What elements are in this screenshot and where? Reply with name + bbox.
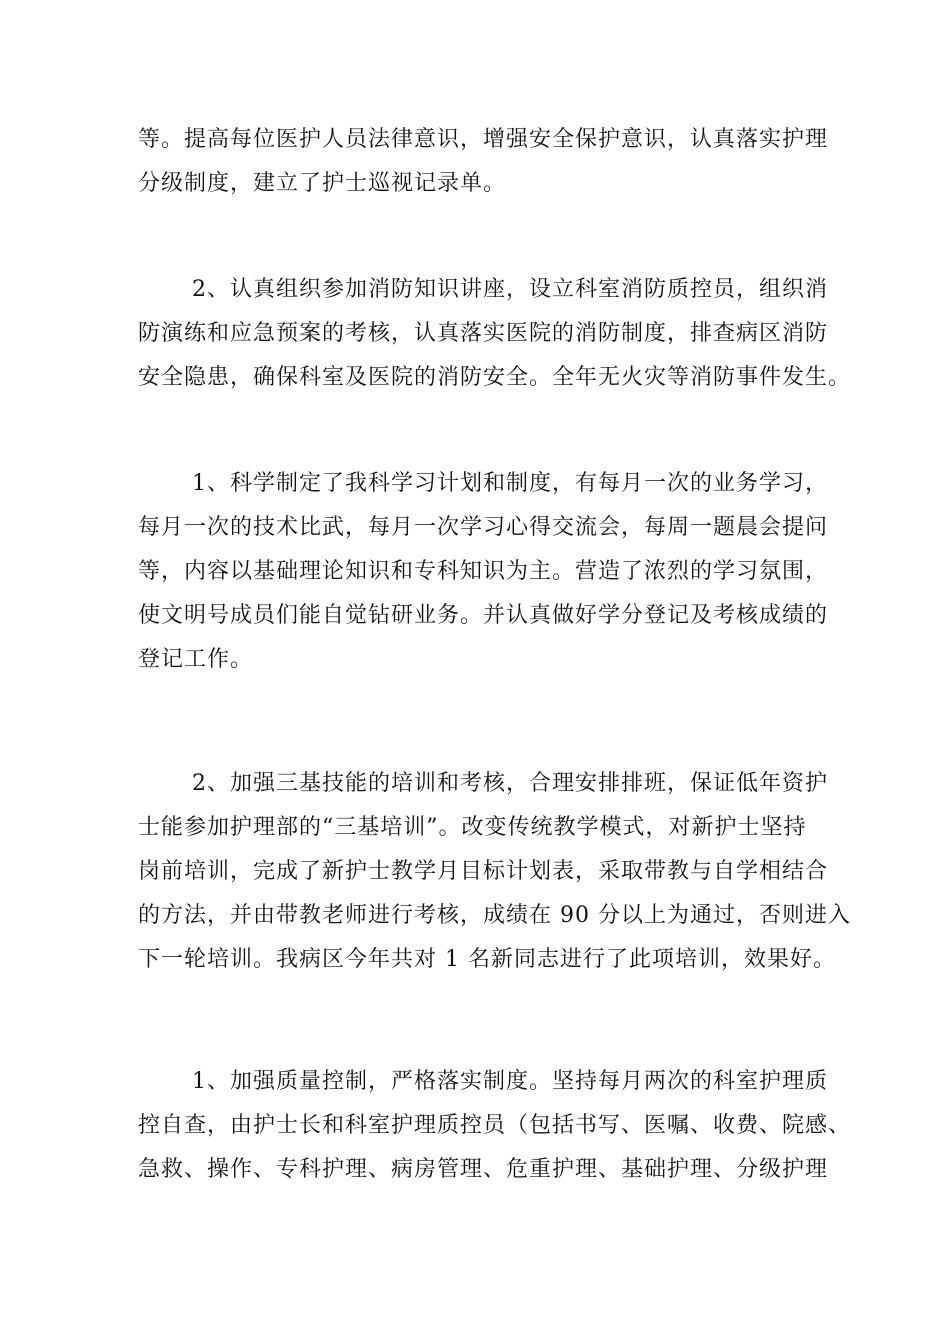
text-line: 2、加强三基技能的培训和考核，合理安排排班，保证低年资护 <box>192 771 828 796</box>
paragraph-4 <box>138 762 851 982</box>
text-line: 士能参加护理部的“三基培训”。改变传统教学模式，对新护士坚持 <box>138 815 807 840</box>
paragraph-1 <box>138 118 828 206</box>
text-line: 登记工作。 <box>138 647 254 672</box>
text-line: 下一轮培训。我病区今年共对 1 名新同志进行了此项培训，效果好。 <box>138 947 836 972</box>
text-line: 安全隐患，确保科室及医院的消防安全。全年无火灾等消防事件发生。 <box>138 365 852 390</box>
text-line: 控自查，由护士长和科室护理质控员（包括书写、医嘱、收费、院感、 <box>138 1113 852 1138</box>
paragraph-2 <box>138 268 852 400</box>
text-line: 1、加强质量控制，严格落实制度。坚持每月两次的科室护理质 <box>192 1069 828 1094</box>
text-line: 使文明号成员们能自觉钻研业务。并认真做好学分登记及考核成绩的 <box>138 603 829 628</box>
paragraph-5 <box>138 1060 852 1192</box>
text-line: 急救、操作、专科护理、病房管理、危重护理、基础护理、分级护理 <box>138 1157 829 1182</box>
text-line: 1、科学制定了我科学习计划和制度，有每月一次的业务学习， <box>192 471 828 496</box>
text-line: 2、认真组织参加消防知识讲座，设立科室消防质控员，组织消 <box>192 277 828 302</box>
paragraph-3 <box>138 462 828 682</box>
text-line: 等。提高每位医护人员法律意识，增强安全保护意识，认真落实护理 <box>138 127 829 152</box>
text-line: 防演练和应急预案的考核，认真落实医院的消防制度，排查病区消防 <box>138 321 829 346</box>
text-line: 的方法，并由带教老师进行考核，成绩在 90 分以上为通过，否则进入 <box>138 903 851 928</box>
text-line: 等，内容以基础理论知识和专科知识为主。营造了浓烈的学习氛围， <box>138 559 829 584</box>
text-line: 岗前培训，完成了新护士教学月目标计划表，采取带教与自学相结合 <box>138 859 829 884</box>
text-line: 每月一次的技术比武，每月一次学习心得交流会，每周一题晨会提问 <box>138 515 829 540</box>
text-line: 分级制度，建立了护士巡视记录单。 <box>138 171 507 196</box>
